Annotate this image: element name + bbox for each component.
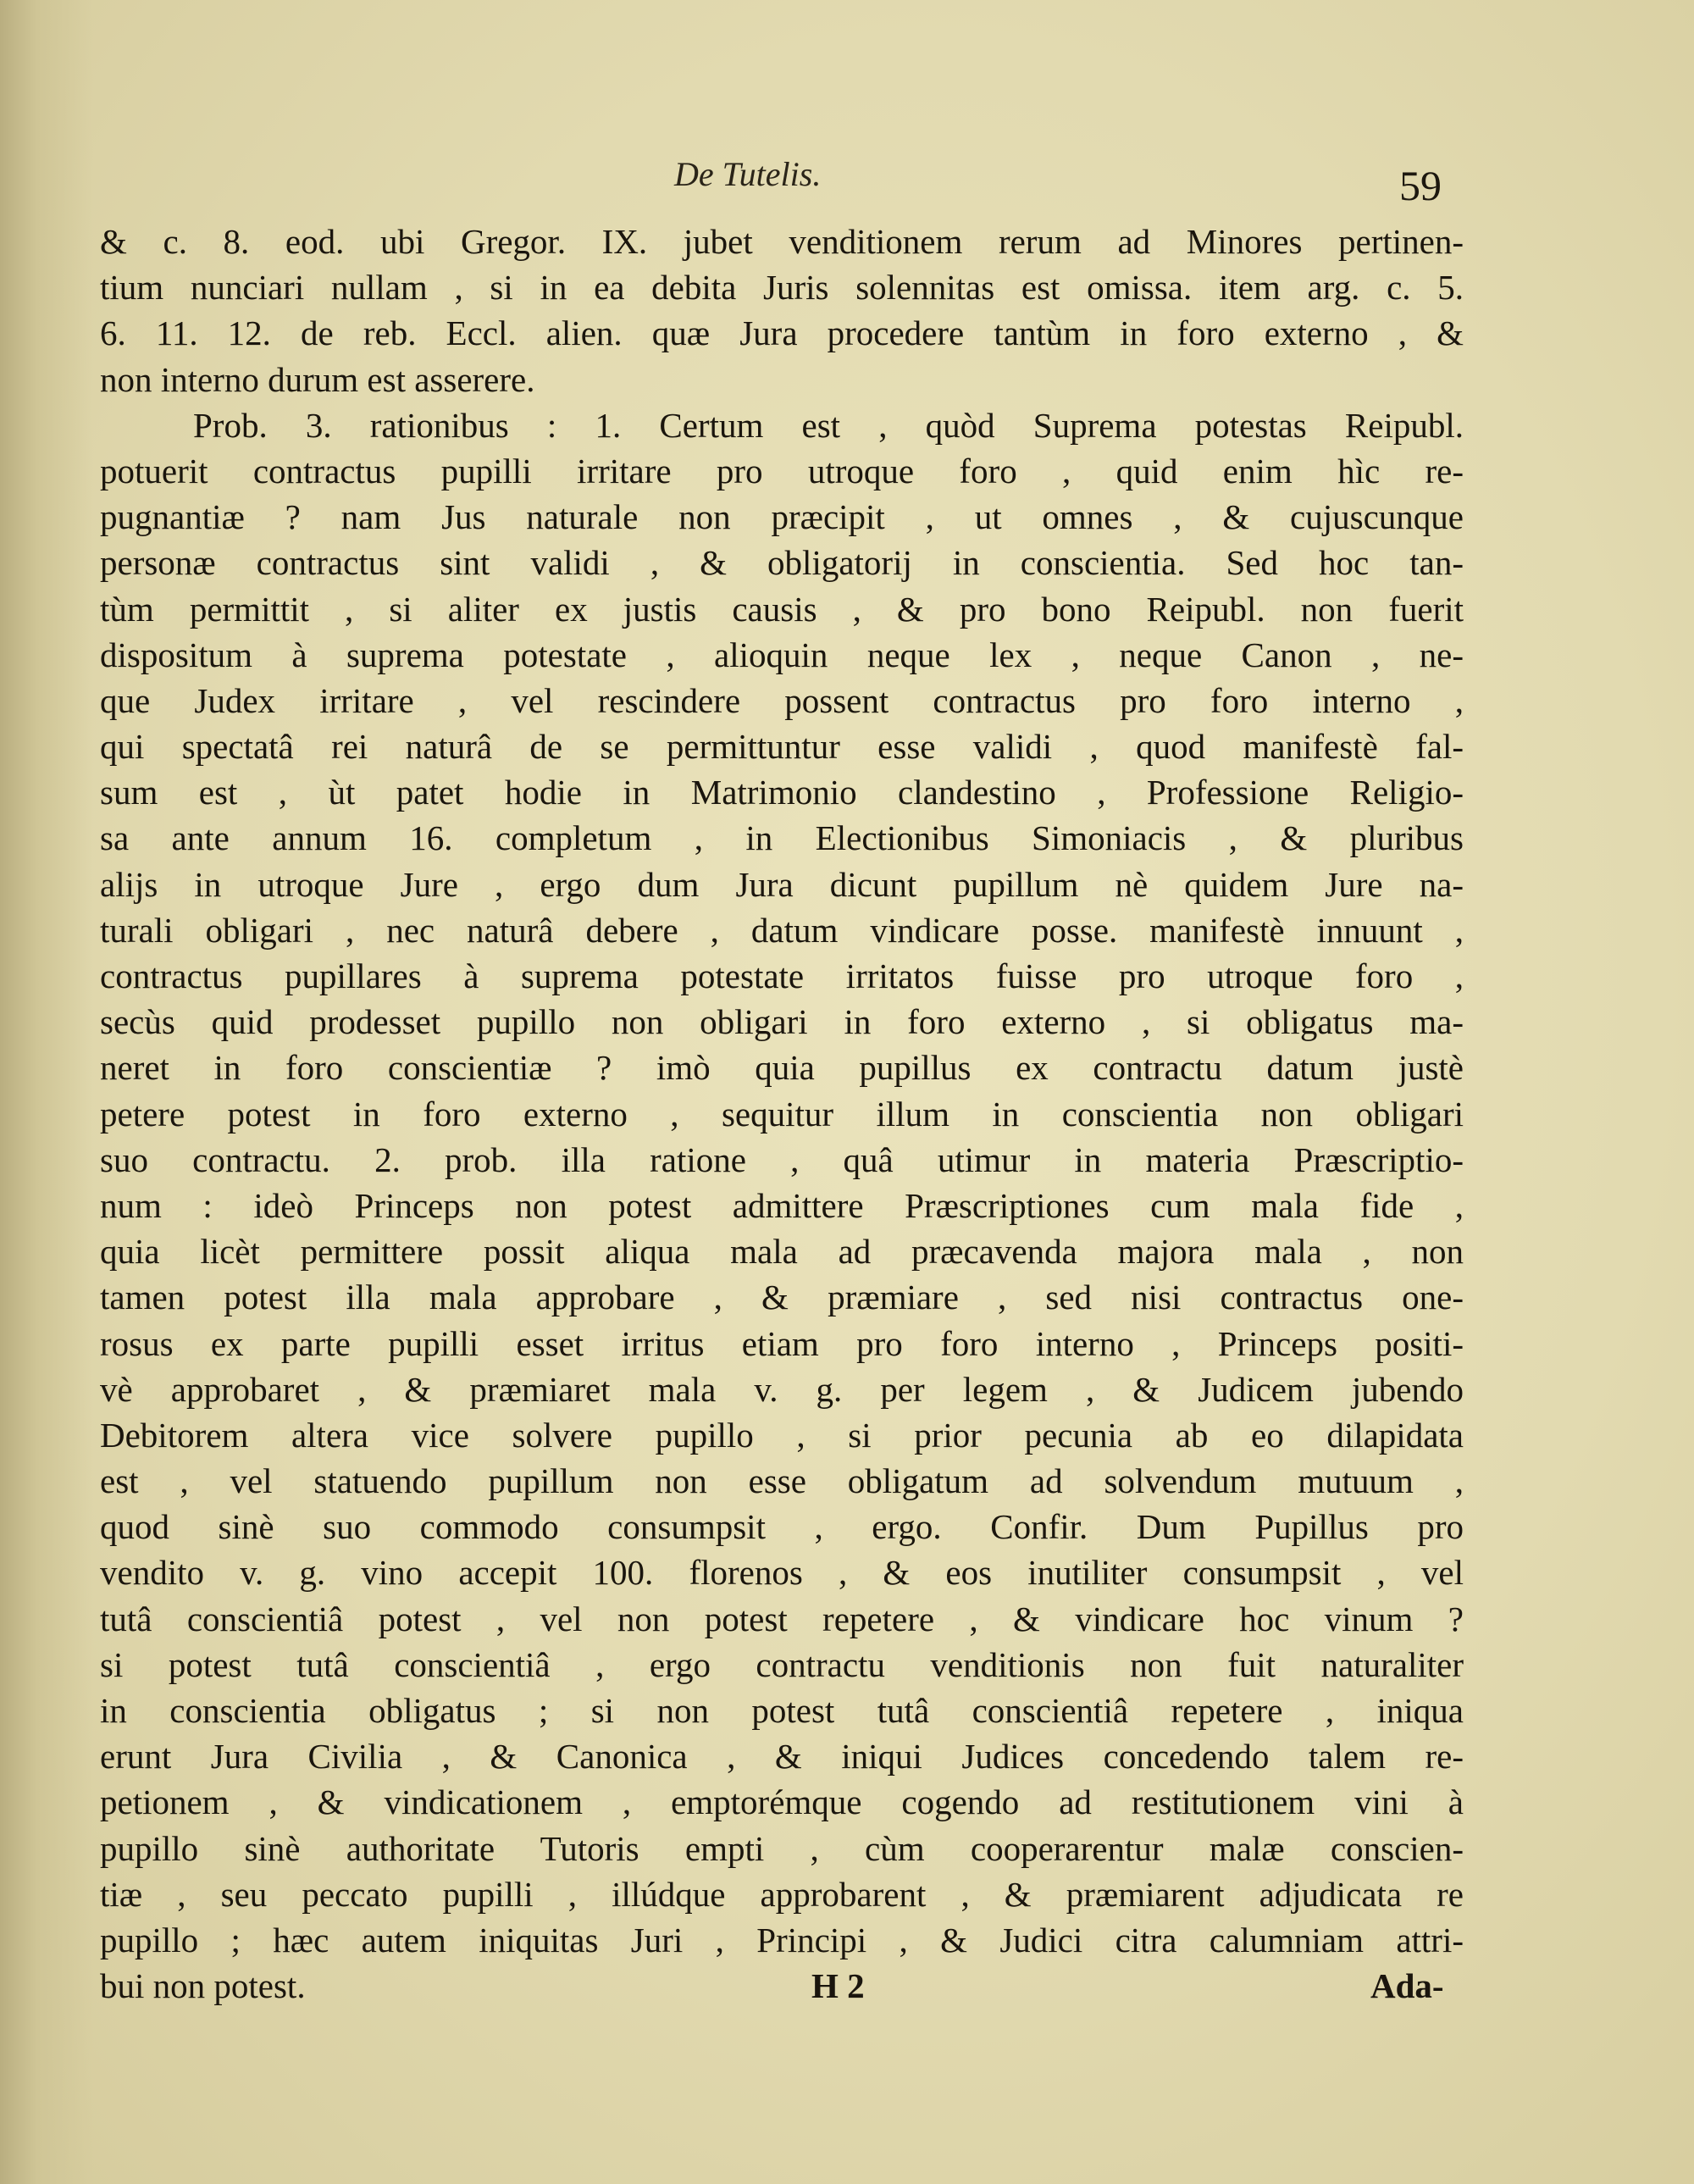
text-line: si potest tutâ conscientiâ , ergo contractu venditionis non fuit naturaliter [100,1644,1464,1684]
text-line: tium nunciari nullam , si in ea debita Juris solennitas est omissa. item arg. c. 5. [100,268,1464,308]
text-line: pupillo ; hæc autem iniquitas Juri , Principi , & Judici citra calumniam attri- [100,1920,1464,1960]
text-line: petionem , & vindicationem , emptorémque cogendo ad restitutionem vini à [100,1782,1464,1822]
text-line: & c. 8. eod. ubi Gregor. IX. jubet venditionem rerum ad Minores pertinen- [100,222,1464,261]
text-line: qui spectatâ rei naturâ de se permittuntur esse validi , quod manifestè fal- [100,727,1464,767]
running-title: De Tutelis. [674,155,822,193]
page-number: 59 [1399,162,1442,209]
text-line: vendito v. g. vino accepit 100. florenos , & eos inutiliter consumpsit , vel [100,1553,1464,1593]
body-text [100,219,1464,2009]
text-line: suo contractu. 2. prob. illa ratione , quâ utimur in materia Præscriptio- [100,1139,1464,1179]
text-line: est , vel statuendo pupillum non esse obligatum ad solvendum mutuum , [100,1461,1464,1501]
text-line: tamen potest illa mala approbare , & præmiare , sed nisi contractus one- [100,1278,1464,1317]
text-line: Debitorem altera vice solvere pupillo , si prior pecunia ab eo dilapidata [100,1415,1464,1455]
gutter-shadow [0,0,93,2184]
running-head [0,154,1694,209]
text-line: sa ante annum 16. completum , in Electionibus Simoniacis , & pluribus [100,818,1464,858]
text-line: turali obligari , nec naturâ debere , datum vindicare posse. manifestè innuunt , [100,910,1464,950]
text-line: petere potest in foro externo , sequitur illum in conscientia non obligari [100,1094,1464,1134]
text-line: tutâ conscientiâ potest , vel non potest repetere , & vindicare hoc vinum ? [100,1599,1464,1638]
signature-mark: H 2 [811,1966,865,2006]
text-line: quia licèt permittere possit aliqua mala ad præcavenda majora mala , non [100,1232,1464,1272]
text-line: personæ contractus sint validi , & obligatorij in conscientia. Sed hoc tan- [100,543,1464,583]
text-line: secùs quid prodesset pupillo non obligari in foro externo , si obligatus ma- [100,1002,1464,1042]
catchword: Ada- [1370,1966,1444,2006]
final-line-row [100,1963,1464,2009]
text-line: non interno durum est asserere. [100,359,535,399]
text-line: quod sinè suo commodo consumpsit , ergo. Confir. Dum Pupillus pro [100,1507,1464,1547]
text-line: pupillo sinè authoritate Tutoris empti , cùm cooperarentur malæ conscien- [100,1828,1464,1868]
text-line: alijs in utroque Jure , ergo dum Jura dicunt pupillum nè quidem Jure na- [100,864,1464,904]
text-line: contractus pupillares à suprema potestate irritatos fuisse pro utroque foro , [100,956,1464,995]
text-line: erunt Jura Civilia , & Canonica , & iniqui Judices concedendo talem re- [100,1737,1464,1777]
text-line: pugnantiæ ? nam Jus naturale non præcipit , ut omnes , & cujuscunque [100,497,1464,537]
text-line: tùm permittit , si aliter ex justis causis , & pro bono Reipubl. non fuerit [100,589,1464,629]
text-line: num : ideò Princeps non potest admittere Præscriptiones cum mala fide , [100,1185,1464,1225]
text-line: rosus ex parte pupilli esset irritus etiam pro foro interno , Princeps positi- [100,1323,1464,1363]
paragraph-start-line: Prob. 3. rationibus : 1. Certum est , quòd Suprema potestas Reipubl. [193,405,1464,445]
text-line: in conscientia obligatus ; si non potest tutâ conscientiâ repetere , iniqua [100,1691,1464,1730]
text-line: neret in foro conscientiæ ? imò quia pupillus ex contractu datum justè [100,1048,1464,1088]
text-line: potuerit contractus pupilli irritare pro utroque foro , quid enim hìc re- [100,451,1464,491]
text-line: vè approbaret , & præmiaret mala v. g. per legem , & Judicem jubendo [100,1369,1464,1409]
text-line: tiæ , seu peccato pupilli , illúdque approbarent , & præmiarent adjudicata re [100,1874,1464,1914]
text-line: 6. 11. 12. de reb. Eccl. alien. quæ Jura procedere tantùm in foro externo , & [100,313,1464,353]
text-line: que Judex irritare , vel rescindere possent contractus pro foro interno , [100,680,1464,720]
last-text-line: bui non potest. [100,1966,306,2006]
text-line: dispositum à suprema potestate , alioquin neque lex , neque Canon , ne- [100,635,1464,674]
text-line: sum est , ùt patet hodie in Matrimonio clandestino , Professione Religio- [100,773,1464,812]
